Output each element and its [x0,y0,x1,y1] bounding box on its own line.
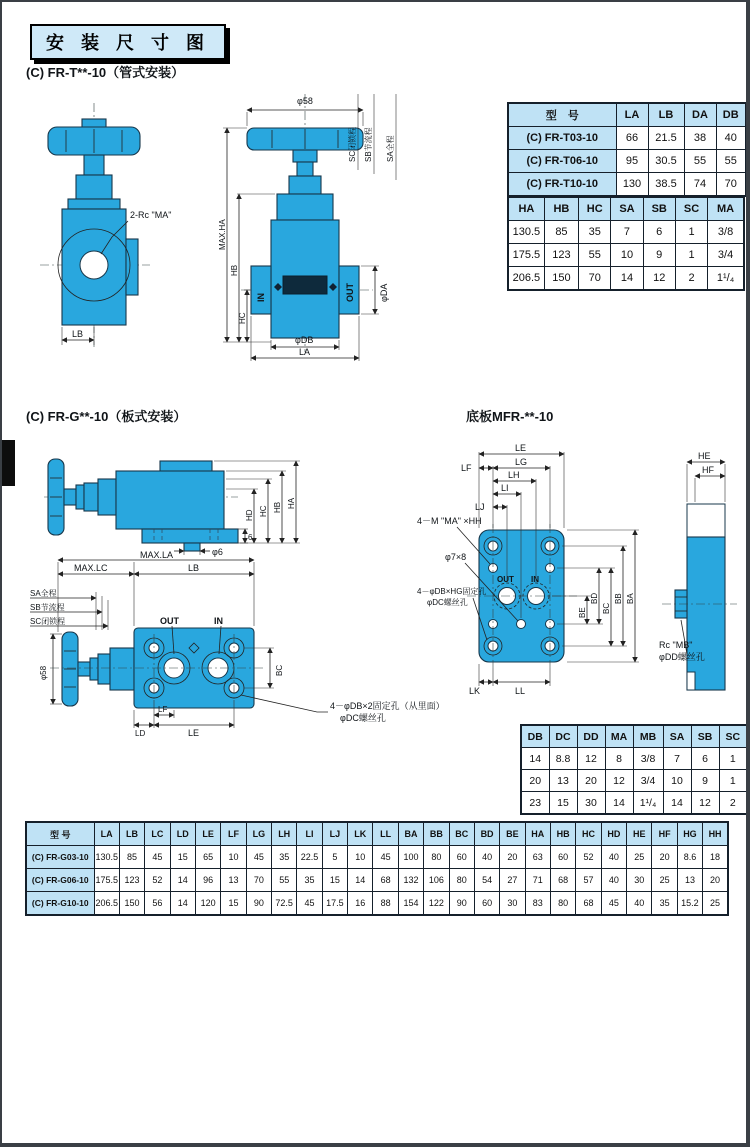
table-cell: 130.5 [508,221,544,244]
table-cell: 12 [605,770,633,792]
table-cell: 10 [611,244,643,267]
table-cell: 20 [500,846,525,869]
note-2rc-ma: 2-Rc "MA" [130,210,172,220]
table-cell: 14 [663,792,691,815]
column-header: HD [601,822,626,846]
dim-hb-label: HB [273,501,282,513]
dim-lj-label: LJ [475,502,485,512]
table-cell: 123 [544,244,578,267]
dim-le-label: LE [515,443,527,453]
column-header: 型 号 [508,103,616,127]
out-label: OUT [497,575,514,584]
table-row [521,748,747,770]
table-cell: 68 [373,869,398,892]
dim-phi58-label: φ58 [297,96,313,106]
in-label: IN [256,293,266,302]
column-header: LC [145,822,170,846]
table-cell: 25 [652,869,677,892]
table-cell: 68 [550,869,575,892]
column-header: DD [577,725,605,748]
dim-he-label: HE [698,451,711,461]
model-cell: (C) FR-G06-10 [26,869,94,892]
header-row [508,197,744,221]
dim-phida-label: φDA [379,283,389,302]
table-cell: 1¹/₄ [708,267,744,291]
note-dc-thread: φDC螺丝孔 [427,598,468,607]
dim-maxla-label: MAX.LA [140,550,174,560]
table-cell: 27 [500,869,525,892]
dim-hc-label: HC [238,312,247,324]
table-row [508,127,746,150]
table-cell: 20 [703,869,728,892]
column-header: BA [398,822,423,846]
column-header: HC [579,197,611,221]
note-dc-thread: φDC螺丝孔 [340,713,386,723]
table-cell: 206.5 [508,267,544,291]
column-header: BE [500,822,525,846]
table-cell: 68 [576,892,601,916]
table-cell: 96 [195,869,220,892]
table-cell: 130.5 [94,846,119,869]
table-row [26,892,728,916]
frt-front-view-drawing [217,90,412,362]
column-header: HH [703,822,728,846]
table-cell: 9 [643,244,675,267]
stroke-sa-label: SA全程 [386,135,395,162]
table-cell: 63 [525,846,550,869]
table-row [521,792,747,815]
table-cell: 1 [719,770,747,792]
table-cell: 13 [549,770,577,792]
valve-body [50,628,266,708]
table-cell: 12 [643,267,675,291]
column-header: SA [663,725,691,748]
column-header: SB [691,725,719,748]
column-header: MB [633,725,663,748]
table-cell: 40 [627,892,652,916]
table-cell: 38 [684,127,716,150]
table-cell: 3/4 [633,770,663,792]
table-cell: 40 [716,127,746,150]
frg-side-view-drawing [42,445,304,557]
table-cell: 40 [474,846,499,869]
table-cell: 106 [424,869,449,892]
table-cell: 120 [195,892,220,916]
table-cell: 6 [691,748,719,770]
section1-heading: (C) FR-T**-10（管式安装） [26,65,185,80]
top-dims [58,550,254,632]
table-cell: 35 [579,221,611,244]
column-header: SC [675,197,707,221]
table-cell: 18 [703,846,728,869]
table-cell: 80 [550,892,575,916]
dim-phidb-label: φDB [295,335,314,345]
table-cell: 30 [577,792,605,815]
column-header: LD [170,822,195,846]
dim-li-label: LI [501,483,509,493]
table-row [508,221,744,244]
table-cell: 55 [579,244,611,267]
table-cell: 15 [221,892,246,916]
table-cell: 80 [449,869,474,892]
note-fixing-holes: 4－φDB×HG固定孔 [417,587,487,596]
table-cell: 55 [272,869,297,892]
fixing-hole-note [241,695,445,723]
header-row [508,103,746,127]
table-cell: 30 [500,892,525,916]
table-cell: 90 [246,892,271,916]
table-cell: 14 [170,869,195,892]
subplate-dims-table [520,724,748,815]
stroke-sc-label: SC闭锁程 [30,617,66,626]
table-row [508,244,744,267]
dim-lh-label: LH [508,470,520,480]
table-cell: 85 [119,846,144,869]
table-cell: 122 [424,892,449,916]
table-cell: 8 [605,748,633,770]
table-cell: 72.5 [272,892,297,916]
plate-profile [662,504,737,690]
table-cell: 45 [145,846,170,869]
column-header: 型 号 [26,822,94,846]
table-cell: 70 [579,267,611,291]
header-row [26,822,728,846]
table-cell: 40 [601,869,626,892]
column-header: SB [643,197,675,221]
dim-lb [62,327,94,345]
stroke-sa-label: SA全程 [30,589,57,598]
dim-lb-label: LB [72,329,84,339]
column-header: SC [719,725,747,748]
column-header: HB [550,822,575,846]
table-cell: 15 [549,792,577,815]
table-cell: 60 [449,846,474,869]
table-cell: 7 [611,221,643,244]
column-header: MA [605,725,633,748]
table-cell: 1¹/₄ [633,792,663,815]
column-header: LJ [322,822,347,846]
bottom-dims [469,664,550,696]
table-cell: 150 [119,892,144,916]
column-header: DC [549,725,577,748]
out-label: OUT [160,616,179,626]
note-phi7x8: φ7×8 [445,552,467,562]
table-row [521,770,747,792]
table-cell: 38.5 [648,173,684,197]
page-title: 安 装 尺 寸 图 [30,24,226,60]
dim-be-label: BE [578,607,587,618]
table-cell: 14 [348,869,373,892]
note-rc-mb: Rc "MB" [659,640,693,650]
column-header: LI [297,822,322,846]
dim-ll-label: LL [515,686,526,696]
table-cell: 45 [246,846,271,869]
dim-phi58 [39,634,62,704]
model-cell: (C) FR-T06-10 [508,150,616,173]
column-header: LG [246,822,271,846]
section2-heading: (C) FR-G**-10（板式安装） [26,409,187,424]
column-header: LK [348,822,373,846]
table-cell: 17.5 [322,892,347,916]
stroke-sc-label: SC闭锁程 [348,126,357,162]
table-cell: 52 [576,846,601,869]
table-cell: 123 [119,869,144,892]
column-header: LA [94,822,119,846]
table-cell: 132 [398,869,423,892]
model-cell: (C) FR-T03-10 [508,127,616,150]
table-cell: 15.2 [677,892,702,916]
table-cell: 66 [616,127,648,150]
table-cell: 70 [716,173,746,197]
dim-lf-label: LF [158,705,168,714]
column-header: HB [544,197,578,221]
column-header: HE [627,822,652,846]
table-cell: 10 [221,846,246,869]
column-header: LH [272,822,297,846]
header-row [521,725,747,748]
right-dims [552,530,639,662]
table-cell: 15 [170,846,195,869]
table-row [508,150,746,173]
dim-phi6-label: φ6 [212,547,223,557]
in-label: IN [214,616,223,626]
dim-hd-label: HD [245,509,254,521]
table-cell: 175.5 [94,869,119,892]
column-header: HF [652,822,677,846]
dim-ha-label: HA [287,497,296,509]
dim-hf-label: HF [702,465,714,475]
dim-lg-label: LG [515,457,528,467]
table-cell: 12 [577,748,605,770]
table-cell: 20 [652,846,677,869]
table-cell: 20 [577,770,605,792]
dim-ba-label: BA [626,593,635,604]
dim-la-label: LA [299,347,311,357]
valve-body [247,128,363,338]
table-cell: 13 [221,869,246,892]
table-cell: 175.5 [508,244,544,267]
valve-body [48,459,238,551]
column-header: HA [525,822,550,846]
dim-bc-label: BC [602,602,611,614]
column-header: BC [449,822,474,846]
table-cell: 5 [322,846,347,869]
model-cell: (C) FR-T10-10 [508,173,616,197]
dim-maxha-label: MAX.HA [218,219,227,250]
table-cell: 35 [272,846,297,869]
column-header: LB [119,822,144,846]
table-cell: 15 [322,869,347,892]
table-cell: 3/8 [633,748,663,770]
dim-6 [238,529,253,543]
frt-side-view-drawing [32,97,232,352]
column-header: HA [508,197,544,221]
table-cell: 20 [521,770,549,792]
note-dd-thread: φDD螺丝孔 [659,652,705,662]
table-cell: 154 [398,892,423,916]
table-cell: 14 [611,267,643,291]
table-cell: 52 [145,869,170,892]
table-cell: 8.6 [677,846,702,869]
table-row [508,173,746,197]
table-cell: 95 [616,150,648,173]
table-cell: 3/8 [708,221,744,244]
table-cell: 23 [521,792,549,815]
model-cell: (C) FR-G03-10 [26,846,94,869]
column-header: BD [474,822,499,846]
dim-maxlc-label: MAX.LC [74,563,108,573]
table-cell: 25 [627,846,652,869]
note-fixing-holes: 4－φDB×2固定孔（从里面） [330,701,445,711]
column-header: LF [221,822,246,846]
table-cell: 35 [297,869,322,892]
frt-dims-table [507,196,745,291]
table-cell: 30.5 [648,150,684,173]
table-cell: 55 [684,150,716,173]
table-cell: 45 [601,892,626,916]
table-cell: 1 [719,748,747,770]
table-cell: 10 [663,770,691,792]
note-m-ma-hh: 4－M "MA" ×HH [417,516,482,526]
table-cell: 45 [373,846,398,869]
table-cell: 21.5 [648,127,684,150]
page-index-tab [2,440,15,486]
column-header: LA [616,103,648,127]
dim-ld-label: LD [135,729,146,738]
column-header: DB [521,725,549,748]
table-cell: 130 [616,173,648,197]
table-cell: 1 [675,244,707,267]
subplate-face-drawing [417,442,667,710]
column-header: MA [708,197,744,221]
column-header: BB [424,822,449,846]
table-cell: 14 [605,792,633,815]
table-cell: 2 [719,792,747,815]
valve-body [48,119,140,325]
table-cell: 14 [521,748,549,770]
table-row [26,846,728,869]
table-cell: 25 [703,892,728,916]
table-cell: 2 [675,267,707,291]
table-cell: 70 [246,869,271,892]
dim-lb-label: LB [188,563,200,573]
table-cell: 40 [601,846,626,869]
table-row [508,267,744,291]
table-cell: 22.5 [297,846,322,869]
table-cell: 56 [145,892,170,916]
column-header: LE [195,822,220,846]
stroke-sb-label: SB节流程 [364,127,373,162]
table-cell: 12 [691,792,719,815]
table-cell: 60 [474,892,499,916]
table-row [26,869,728,892]
table-cell: 100 [398,846,423,869]
column-header: DA [684,103,716,127]
table-cell: 16 [348,892,373,916]
dim-bd-label: BD [590,592,599,604]
section2-right-heading: 底板MFR-**-10 [466,409,554,424]
column-header: SA [611,197,643,221]
table-cell: 80 [424,846,449,869]
stroke-labels [30,588,108,630]
frt-model-table [507,102,747,197]
table-cell: 206.5 [94,892,119,916]
table-cell: 6 [643,221,675,244]
frg-dims-table [25,821,729,916]
model-cell: (C) FR-G10-10 [26,892,94,916]
table-cell: 1 [675,221,707,244]
stroke-labels [347,94,396,180]
column-header: LL [373,822,398,846]
table-cell: 30 [627,869,652,892]
dim-hc-label: HC [259,505,268,517]
out-label: OUT [345,283,355,302]
table-cell: 65 [195,846,220,869]
top-dims [687,451,725,502]
table-cell: 83 [525,892,550,916]
table-cell: 9 [691,770,719,792]
table-cell: 90 [449,892,474,916]
table-cell: 57 [576,869,601,892]
in-label: IN [531,575,539,584]
table-cell: 3/4 [708,244,744,267]
dim-lf-label: LF [461,463,472,473]
dim-bb-label: BB [614,593,623,604]
dim-6-label: 6 [248,533,253,542]
table-cell: 60 [550,846,575,869]
dim-le-label: LE [188,728,200,738]
dim-phi58-label: φ58 [39,665,48,680]
column-header: DB [716,103,746,127]
column-header: HC [576,822,601,846]
table-cell: 8.8 [549,748,577,770]
frg-front-view-drawing [22,552,462,740]
table-cell: 85 [544,221,578,244]
table-cell: 14 [170,892,195,916]
table-cell: 71 [525,869,550,892]
dim-bc-label: BC [275,664,284,676]
table-cell: 13 [677,869,702,892]
table-cell: 74 [684,173,716,197]
dim-hb-label: HB [230,264,239,276]
table-cell: 10 [348,846,373,869]
table-cell: 35 [652,892,677,916]
table-cell: 7 [663,748,691,770]
dim-lk-label: LK [469,686,481,696]
table-cell: 54 [474,869,499,892]
table-cell: 150 [544,267,578,291]
column-header: LB [648,103,684,127]
table-cell: 45 [297,892,322,916]
table-cell: 88 [373,892,398,916]
subplate-side-drawing [657,442,745,710]
table-cell: 55 [716,150,746,173]
stroke-sb-label: SB节流程 [30,603,65,612]
column-header: HG [677,822,702,846]
